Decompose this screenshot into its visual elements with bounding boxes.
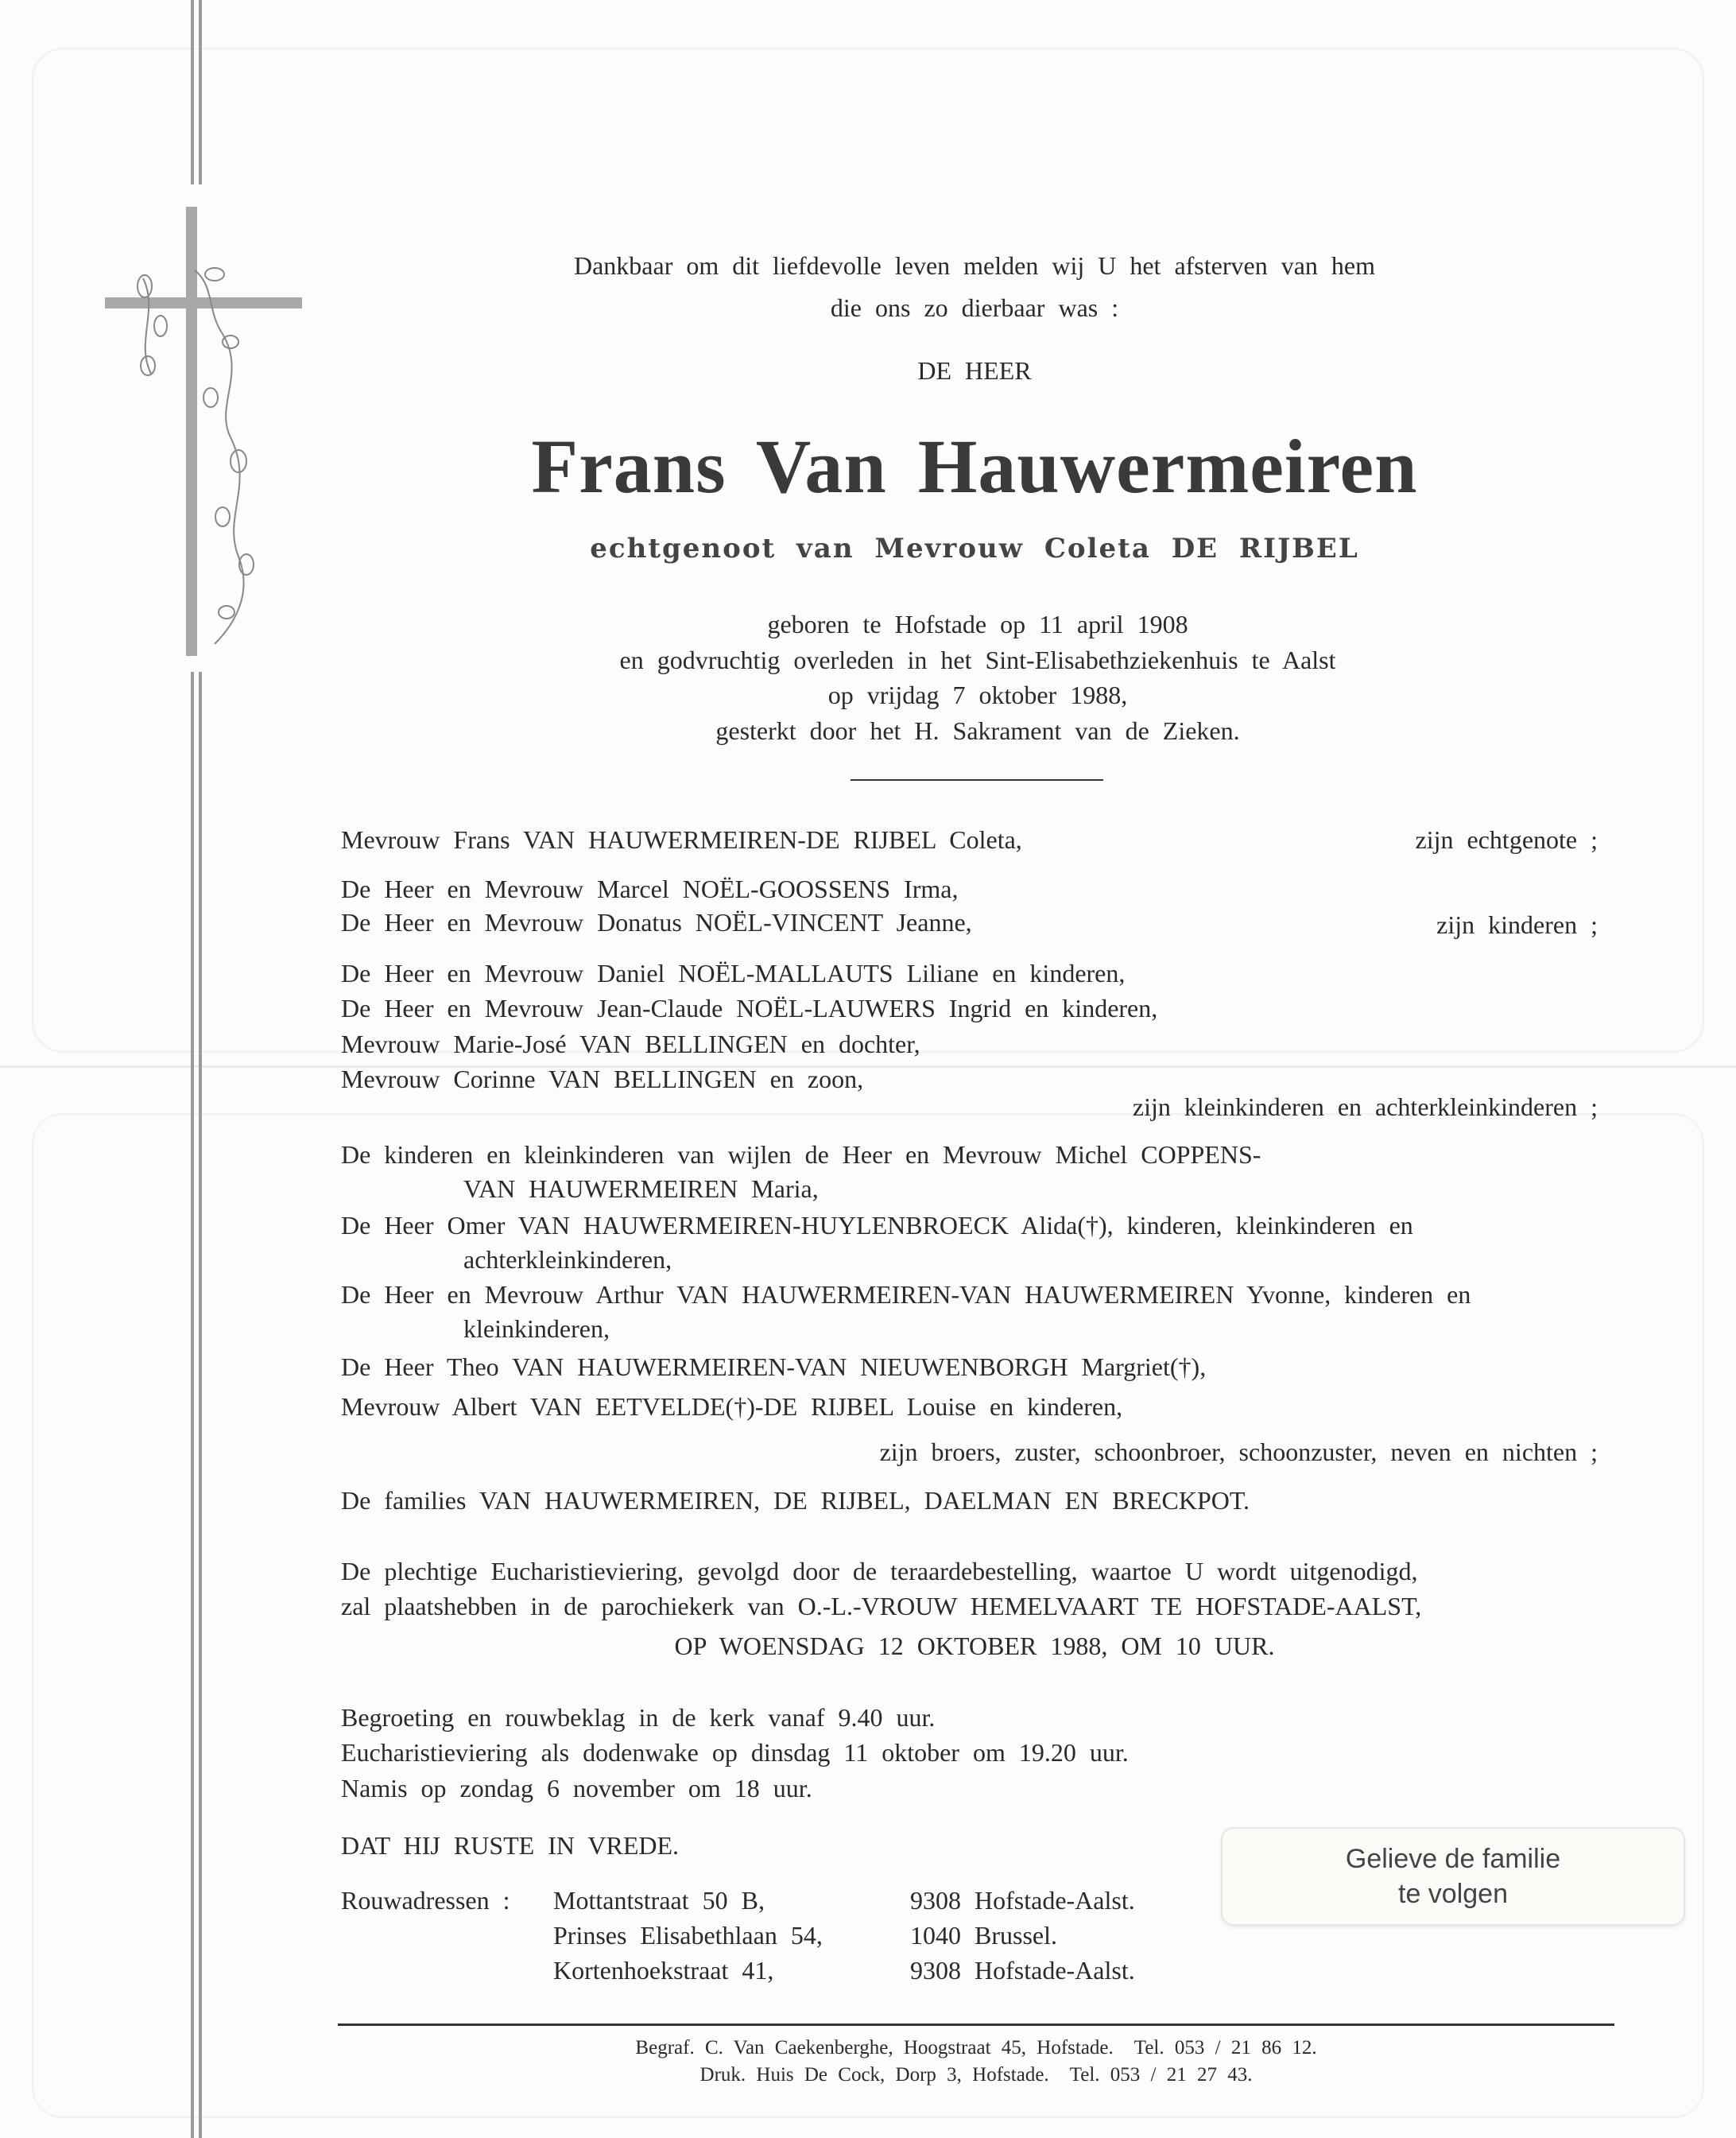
border-line-bottom-left xyxy=(191,672,194,2138)
birth-death-line: en godvruchtig overleden in het Sint-Elisabethziekenhuis te Aalst xyxy=(619,646,1336,674)
sticker-line: Gelieve de familie xyxy=(1345,1844,1561,1874)
note-line: Eucharistieviering als dodenwake op dinsdag 11 oktober om 19.20 uur. xyxy=(341,1738,1129,1767)
grandchild-entry: Mevrouw Corinne VAN BELLINGEN en zoon, xyxy=(341,1065,864,1093)
sibling-entry: VAN HAUWERMEIREN Maria, xyxy=(463,1174,819,1203)
border-line-top-right xyxy=(199,0,202,184)
rest-in-peace: DAT HIJ RUSTE IN VREDE. xyxy=(341,1831,680,1860)
border-line-top-left xyxy=(191,0,194,184)
grandchild-entry: Mevrouw Marie-José VAN BELLINGEN en dochter, xyxy=(341,1030,920,1058)
sibling-entry: De Heer Omer VAN HAUWERMEIREN-HUYLENBROECK Alida(†), kinderen, kleinkinderen en xyxy=(341,1211,1413,1240)
ceremony-date: OP WOENSDAG 12 OKTOBER 1988, OM 10 UUR. xyxy=(674,1632,1275,1660)
title-prefix: DE HEER xyxy=(917,356,1032,385)
families-line: De families VAN HAUWERMEIREN, DE RIJBEL, DAELMAN EN BRECKPOT. xyxy=(341,1486,1250,1515)
grandchildren-role: zijn kleinkinderen en achterkleinkinderen ; xyxy=(1132,1092,1598,1121)
footer-line: Druk. Huis De Cock, Dorp 3, Hofstade. Tel. 053 / 21 27 43. xyxy=(699,2064,1253,2086)
child-entry: De Heer en Mevrouw Marcel NOËL-GOOSSENS Irma, xyxy=(341,875,959,903)
spouse-entry: Mevrouw Frans VAN HAUWERMEIREN-DE RIJBEL Coleta, xyxy=(341,825,1022,854)
spouse-line: echtgenoot van Mevrouw Coleta DE RIJBEL xyxy=(590,533,1359,565)
address-city: 9308 Hofstade-Aalst. xyxy=(910,1886,1135,1915)
address-city: 1040 Brussel. xyxy=(910,1921,1057,1950)
birth-death-line: geboren te Hofstade op 11 april 1908 xyxy=(767,610,1188,638)
footer-rule xyxy=(338,2024,1614,2026)
cross-icon xyxy=(95,199,302,660)
intro-line: Dankbaar om dit liefdevolle leven melden wij U het afsterven van hem xyxy=(573,251,1376,280)
footer-line: Begraf. C. Van Caekenberghe, Hoogstraat 45, Hofstade. Tel. 053 / 21 86 12. xyxy=(635,2037,1317,2058)
note-line: Begroeting en rouwbeklag in de kerk vanaf 9.40 uur. xyxy=(341,1703,936,1732)
divider xyxy=(851,779,1103,781)
fold-line xyxy=(0,1065,1736,1068)
sticker-line: te volgen xyxy=(1398,1879,1508,1909)
sibling-entry: De kinderen en kleinkinderen van wijlen de Heer en Mevrouw Michel COPPENS- xyxy=(341,1140,1261,1169)
siblings-role: zijn broers, zuster, schoonbroer, schoonzuster, neven en nichten ; xyxy=(879,1438,1598,1466)
note-line: Namis op zondag 6 november om 18 uur. xyxy=(341,1774,812,1802)
birth-death-line: op vrijdag 7 oktober 1988, xyxy=(827,681,1128,709)
sibling-entry: Mevrouw Albert VAN EETVELDE(†)-DE RIJBEL Louise en kinderen, xyxy=(341,1392,1123,1421)
children-role: zijn kinderen ; xyxy=(1436,910,1598,939)
sticker-note xyxy=(1221,1827,1685,1926)
intro-line: die ons zo dierbaar was : xyxy=(830,293,1119,322)
grandchild-entry: De Heer en Mevrouw Daniel NOËL-MALLAUTS Liliane en kinderen, xyxy=(341,959,1126,988)
birth-death-line: gesterkt door het H. Sakrament van de Zieken. xyxy=(715,716,1240,745)
border-line-bottom-right xyxy=(199,672,202,2138)
sibling-entry: De Heer Theo VAN HAUWERMEIREN-VAN NIEUWENBORGH Margriet(†), xyxy=(341,1352,1207,1381)
addresses-label: Rouwadressen : xyxy=(341,1886,510,1915)
sibling-entry: De Heer en Mevrouw Arthur VAN HAUWERMEIREN-VAN HAUWERMEIREN Yvonne, kinderen en xyxy=(341,1280,1471,1309)
address-city: 9308 Hofstade-Aalst. xyxy=(910,1956,1135,1985)
child-entry: De Heer en Mevrouw Donatus NOËL-VINCENT Jeanne, xyxy=(341,908,972,937)
address-street: Mottantstraat 50 B, xyxy=(553,1886,765,1915)
spouse-role: zijn echtgenote ; xyxy=(1415,825,1598,854)
sibling-entry: kleinkinderen, xyxy=(463,1314,610,1343)
grandchild-entry: De Heer en Mevrouw Jean-Claude NOËL-LAUWERS Ingrid en kinderen, xyxy=(341,994,1158,1022)
sibling-entry: achterkleinkinderen, xyxy=(463,1245,672,1274)
ceremony-line: De plechtige Eucharistieviering, gevolgd door de teraardebestelling, waartoe U wordt uitgenodigd, xyxy=(341,1557,1418,1585)
address-street: Prinses Elisabethlaan 54, xyxy=(553,1921,823,1950)
deceased-name: Frans Van Hauwermeiren xyxy=(531,424,1418,509)
ceremony-line: zal plaatshebben in de parochiekerk van O.-L.-VROUW HEMELVAART TE HOFSTADE-AALST, xyxy=(341,1592,1422,1620)
address-street: Kortenhoekstraat 41, xyxy=(553,1956,774,1985)
